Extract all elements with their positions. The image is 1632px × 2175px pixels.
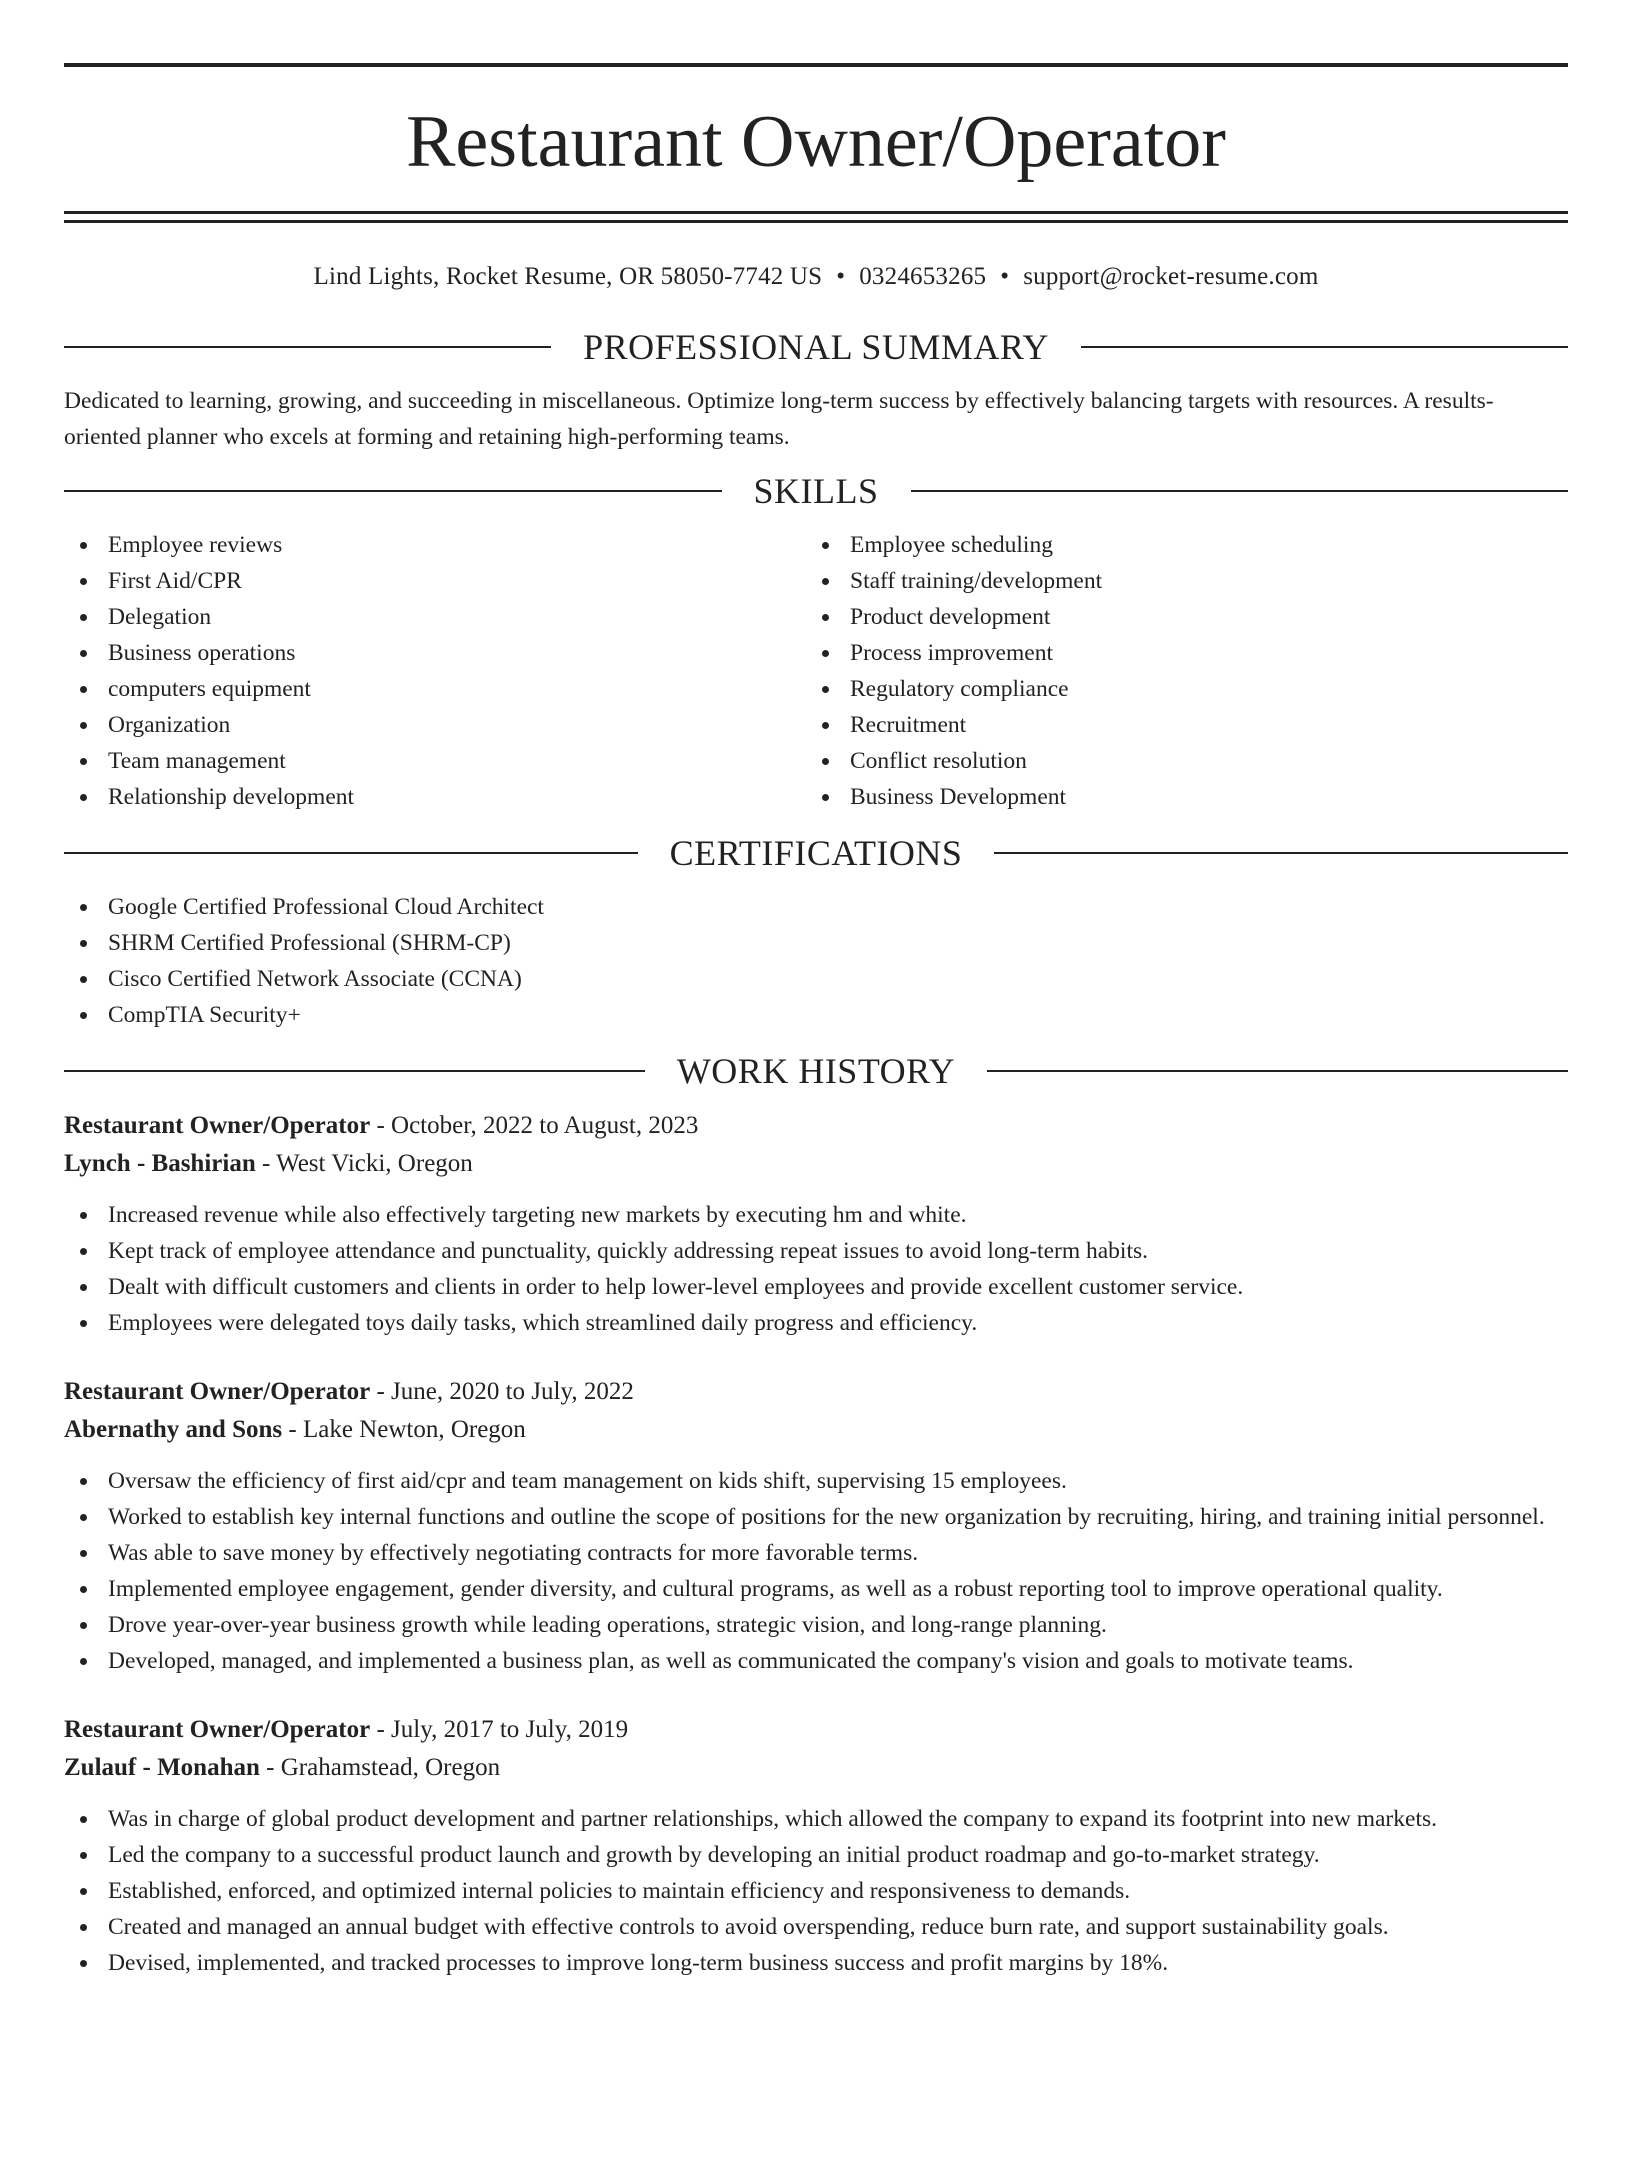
job-dates: - July, 2017 to July, 2019	[370, 1716, 629, 1743]
job-bullet: Implemented employee engagement, gender diversity, and cultural programs, as well as a robust reporting tool to improve operational quality.	[64, 1571, 1568, 1607]
certification-item: SHRM Certified Professional (SHRM-CP)	[64, 925, 1568, 961]
job-title-line	[64, 1107, 1568, 1145]
job-role: Restaurant Owner/Operator	[64, 1378, 371, 1405]
certification-item: Cisco Certified Network Associate (CCNA)	[64, 961, 1568, 997]
job-bullets	[64, 1197, 1568, 1341]
double-rule	[64, 211, 1568, 223]
job-bullet: Kept track of employee attendance and punctuality, quickly addressing repeat issues to avoid long-term habits.	[64, 1233, 1568, 1269]
top-rule	[64, 63, 1568, 67]
skill-item: computers equipment	[64, 671, 806, 707]
job-bullet: Dealt with difficult customers and clients in order to help lower-level employees and provide excellent customer service.	[64, 1269, 1568, 1305]
skill-item: Business operations	[64, 635, 806, 671]
job-bullet: Established, enforced, and optimized internal policies to maintain efficiency and responsiveness to demands.	[64, 1873, 1568, 1909]
job-title-line	[64, 1373, 1568, 1411]
job-bullet: Led the company to a successful product launch and growth by developing an initial product roadmap and go-to-market strategy.	[64, 1837, 1568, 1873]
skill-item: Employee reviews	[64, 527, 806, 563]
job-bullets	[64, 1801, 1568, 1981]
summary-section-title: PROFESSIONAL SUMMARY	[583, 327, 1049, 367]
work-section-title: WORK HISTORY	[676, 1051, 956, 1091]
contact-address: Lind Lights, Rocket Resume, OR 58050-7742 US	[313, 263, 823, 290]
skill-item: Relationship development	[64, 779, 806, 815]
contact-phone: 0324653265	[859, 263, 987, 290]
job-company: Lynch - Bashirian	[64, 1150, 256, 1177]
job-dates: - October, 2022 to August, 2023	[370, 1112, 699, 1139]
summary-section-header	[64, 325, 1568, 369]
job-company: Abernathy and Sons	[64, 1416, 283, 1443]
contact-separator: •	[1000, 263, 1010, 290]
skills-column-right	[806, 527, 1548, 815]
skill-item: Business Development	[806, 779, 1548, 815]
job-bullet: Was able to save money by effectively negotiating contracts for more favorable terms.	[64, 1535, 1568, 1571]
job-location: - Lake Newton, Oregon	[282, 1416, 526, 1443]
certification-item: Google Certified Professional Cloud Architect	[64, 889, 1568, 925]
certification-item: CompTIA Security+	[64, 997, 1568, 1033]
job-company: Zulauf - Monahan	[64, 1754, 260, 1781]
section-rule	[64, 346, 551, 348]
job-bullet: Employees were delegated toys daily tasks, which streamlined daily progress and efficiency.	[64, 1305, 1568, 1341]
section-rule	[64, 852, 638, 854]
skill-item: Organization	[64, 707, 806, 743]
skill-item: Employee scheduling	[806, 527, 1548, 563]
skills-list	[64, 527, 1568, 815]
job-title-line	[64, 1711, 1568, 1749]
skills-column-left	[64, 527, 806, 815]
skill-item: Conflict resolution	[806, 743, 1548, 779]
section-rule	[64, 1070, 645, 1072]
contact-email: support@rocket-resume.com	[1023, 263, 1319, 290]
job-bullet: Oversaw the efficiency of first aid/cpr and team management on kids shift, supervising 15 employees.	[64, 1463, 1568, 1499]
job-bullet: Worked to establish key internal functions and outline the scope of positions for the new organization by recruiting, hiring, and training initial personnel.	[64, 1499, 1568, 1535]
contact-separator: •	[836, 263, 846, 290]
job-company-line	[64, 1749, 1568, 1787]
work-section-header	[64, 1049, 1568, 1093]
job-company-line	[64, 1145, 1568, 1183]
job-entry	[64, 1107, 1568, 1341]
job-entry	[64, 1711, 1568, 1981]
job-dates: - June, 2020 to July, 2022	[370, 1378, 634, 1405]
skill-item: Recruitment	[806, 707, 1548, 743]
job-bullet: Devised, implemented, and tracked processes to improve long-term business success and profit margins by 18%.	[64, 1945, 1568, 1981]
skill-item: First Aid/CPR	[64, 563, 806, 599]
certifications-section-title: CERTIFICATIONS	[669, 833, 963, 873]
job-location: - Grahamstead, Oregon	[259, 1754, 501, 1781]
skill-item: Team management	[64, 743, 806, 779]
section-rule	[1081, 346, 1568, 348]
skills-section-header	[64, 469, 1568, 513]
job-bullet: Was in charge of global product development and partner relationships, which allowed the company to expand its footprint into new markets.	[64, 1801, 1568, 1837]
skill-item: Process improvement	[806, 635, 1548, 671]
summary-text: Dedicated to learning, growing, and succeeding in miscellaneous. Optimize long-term success by effectively balancing targets with resources. A results-oriented planner who excels at forming and retaining high-performing teams.	[64, 388, 1494, 450]
job-company-line	[64, 1411, 1568, 1449]
job-bullet: Created and managed an annual budget with effective controls to avoid overspending, reduce burn rate, and support sustainability goals.	[64, 1909, 1568, 1945]
section-rule	[994, 852, 1568, 854]
skills-section-title: SKILLS	[753, 471, 879, 511]
job-bullet: Drove year-over-year business growth while leading operations, strategic vision, and long-range planning.	[64, 1607, 1568, 1643]
section-rule	[64, 490, 722, 492]
skill-item: Delegation	[64, 599, 806, 635]
candidate-name: Restaurant Owner/Operator	[406, 101, 1226, 183]
certifications-list	[64, 889, 1568, 1033]
skill-item: Product development	[806, 599, 1548, 635]
section-rule	[911, 490, 1569, 492]
skill-item: Regulatory compliance	[806, 671, 1548, 707]
job-entry	[64, 1373, 1568, 1679]
skill-item: Staff training/development	[806, 563, 1548, 599]
job-location: - West Vicki, Oregon	[255, 1150, 473, 1177]
job-bullet: Increased revenue while also effectively targeting new markets by executing hm and white.	[64, 1197, 1568, 1233]
resume-page	[0, 63, 1632, 2175]
job-bullets	[64, 1463, 1568, 1679]
job-bullet: Developed, managed, and implemented a business plan, as well as communicated the company's vision and goals to motivate teams.	[64, 1643, 1568, 1679]
job-role: Restaurant Owner/Operator	[64, 1112, 371, 1139]
job-role: Restaurant Owner/Operator	[64, 1716, 371, 1743]
certifications-section-header	[64, 831, 1568, 875]
section-rule	[987, 1070, 1568, 1072]
contact-line	[64, 261, 1568, 293]
